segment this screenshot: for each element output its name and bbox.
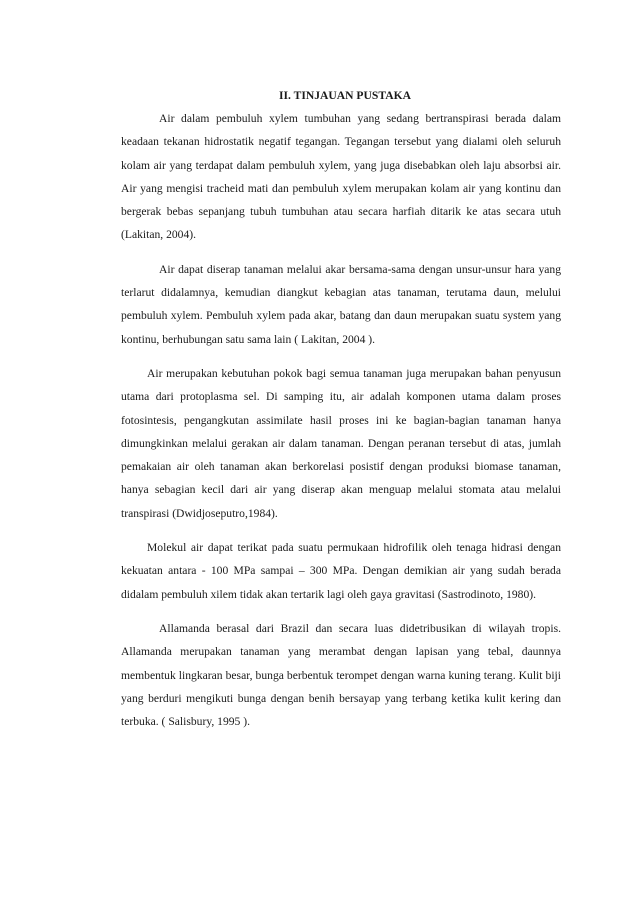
section-title: II. TINJAUAN PUSTAKA [279, 89, 411, 102]
document-body [121, 88, 561, 744]
paragraph-water-needs: Air merupakan kebutuhan pokok bagi semua tanaman juga merupakan bahan penyusun utama dari protoplasma sel. Di samping itu, air adalah komponen utama dalam proses fotosintesis, pengangkutan assimilate hasil proses ini ke bagian-bagian tanaman hanya dimungkinkan melalui gerakan air dalam tanaman. Dengan peranan tersebut di atas, jumlah pemakaian air oleh tanaman akan berkorelasi posistif dengan produksi biomase tanaman, hanya sebagian kecil dari air yang diserap akan menguap melalui stomata atau melalui transpirasi (Dwidjoseputro,1984). [121, 366, 561, 520]
paragraph-xylem-tension: Air dalam pembuluh xylem tumbuhan yang sedang bertranspirasi berada dalam keadaan tekanan hidrostatik negatif tegangan. Tegangan tersebut yang dialami oleh seluruh kolam air yang terdapat dalam pembuluh xylem, yang juga disebabkan oleh laju absorbsi air. Air yang mengisi tracheid mati dan pembuluh xylem merupakan kolam air yang kontinu dan bergerak bebas sepanjang tubuh tumbuhan atau secara harfiah ditarik ke atas secara utuh (Lakitan, 2004). [121, 112, 561, 242]
paragraph-water-absorption: Air dapat diserap tanaman melalui akar bersama-sama dengan unsur-unsur hara yang terlarut didalamnya, kemudian diangkut kebagian atas tanaman, terutama daun, melului pembuluh xylem. Pembuluh xylem pada akar, batang dan daun merupakan suatu system yang kontinu, berhubungan satu sama lain ( Lakitan, 2004 ). [121, 262, 561, 346]
paragraph-water-molecule: Molekul air dapat terikat pada suatu permukaan hidrofilik oleh tenaga hidrasi dengan kekuatan antara - 100 MPa sampai – 300 MPa. Dengan demikian air yang sudah berada didalam pembuluh xilem tidak akan tertarik lagi oleh gaya gravitasi (Sastrodinoto, 1980). [121, 541, 561, 601]
paragraph-allamanda: Allamanda berasal dari Brazil dan secara luas didetribusikan di wilayah tropis. Allamanda merupakan tanaman yang merambat dengan lapisan yang tebal, daunnya membentuk lingkaran besar, bunga berbentuk terompet dengan warna kuning terang. Kulit biji yang berduri mengikuti bunga dengan benih bersayap yang terbang ketika kulit kering dan terbuka. ( Salisbury, 1995 ). [121, 621, 561, 729]
